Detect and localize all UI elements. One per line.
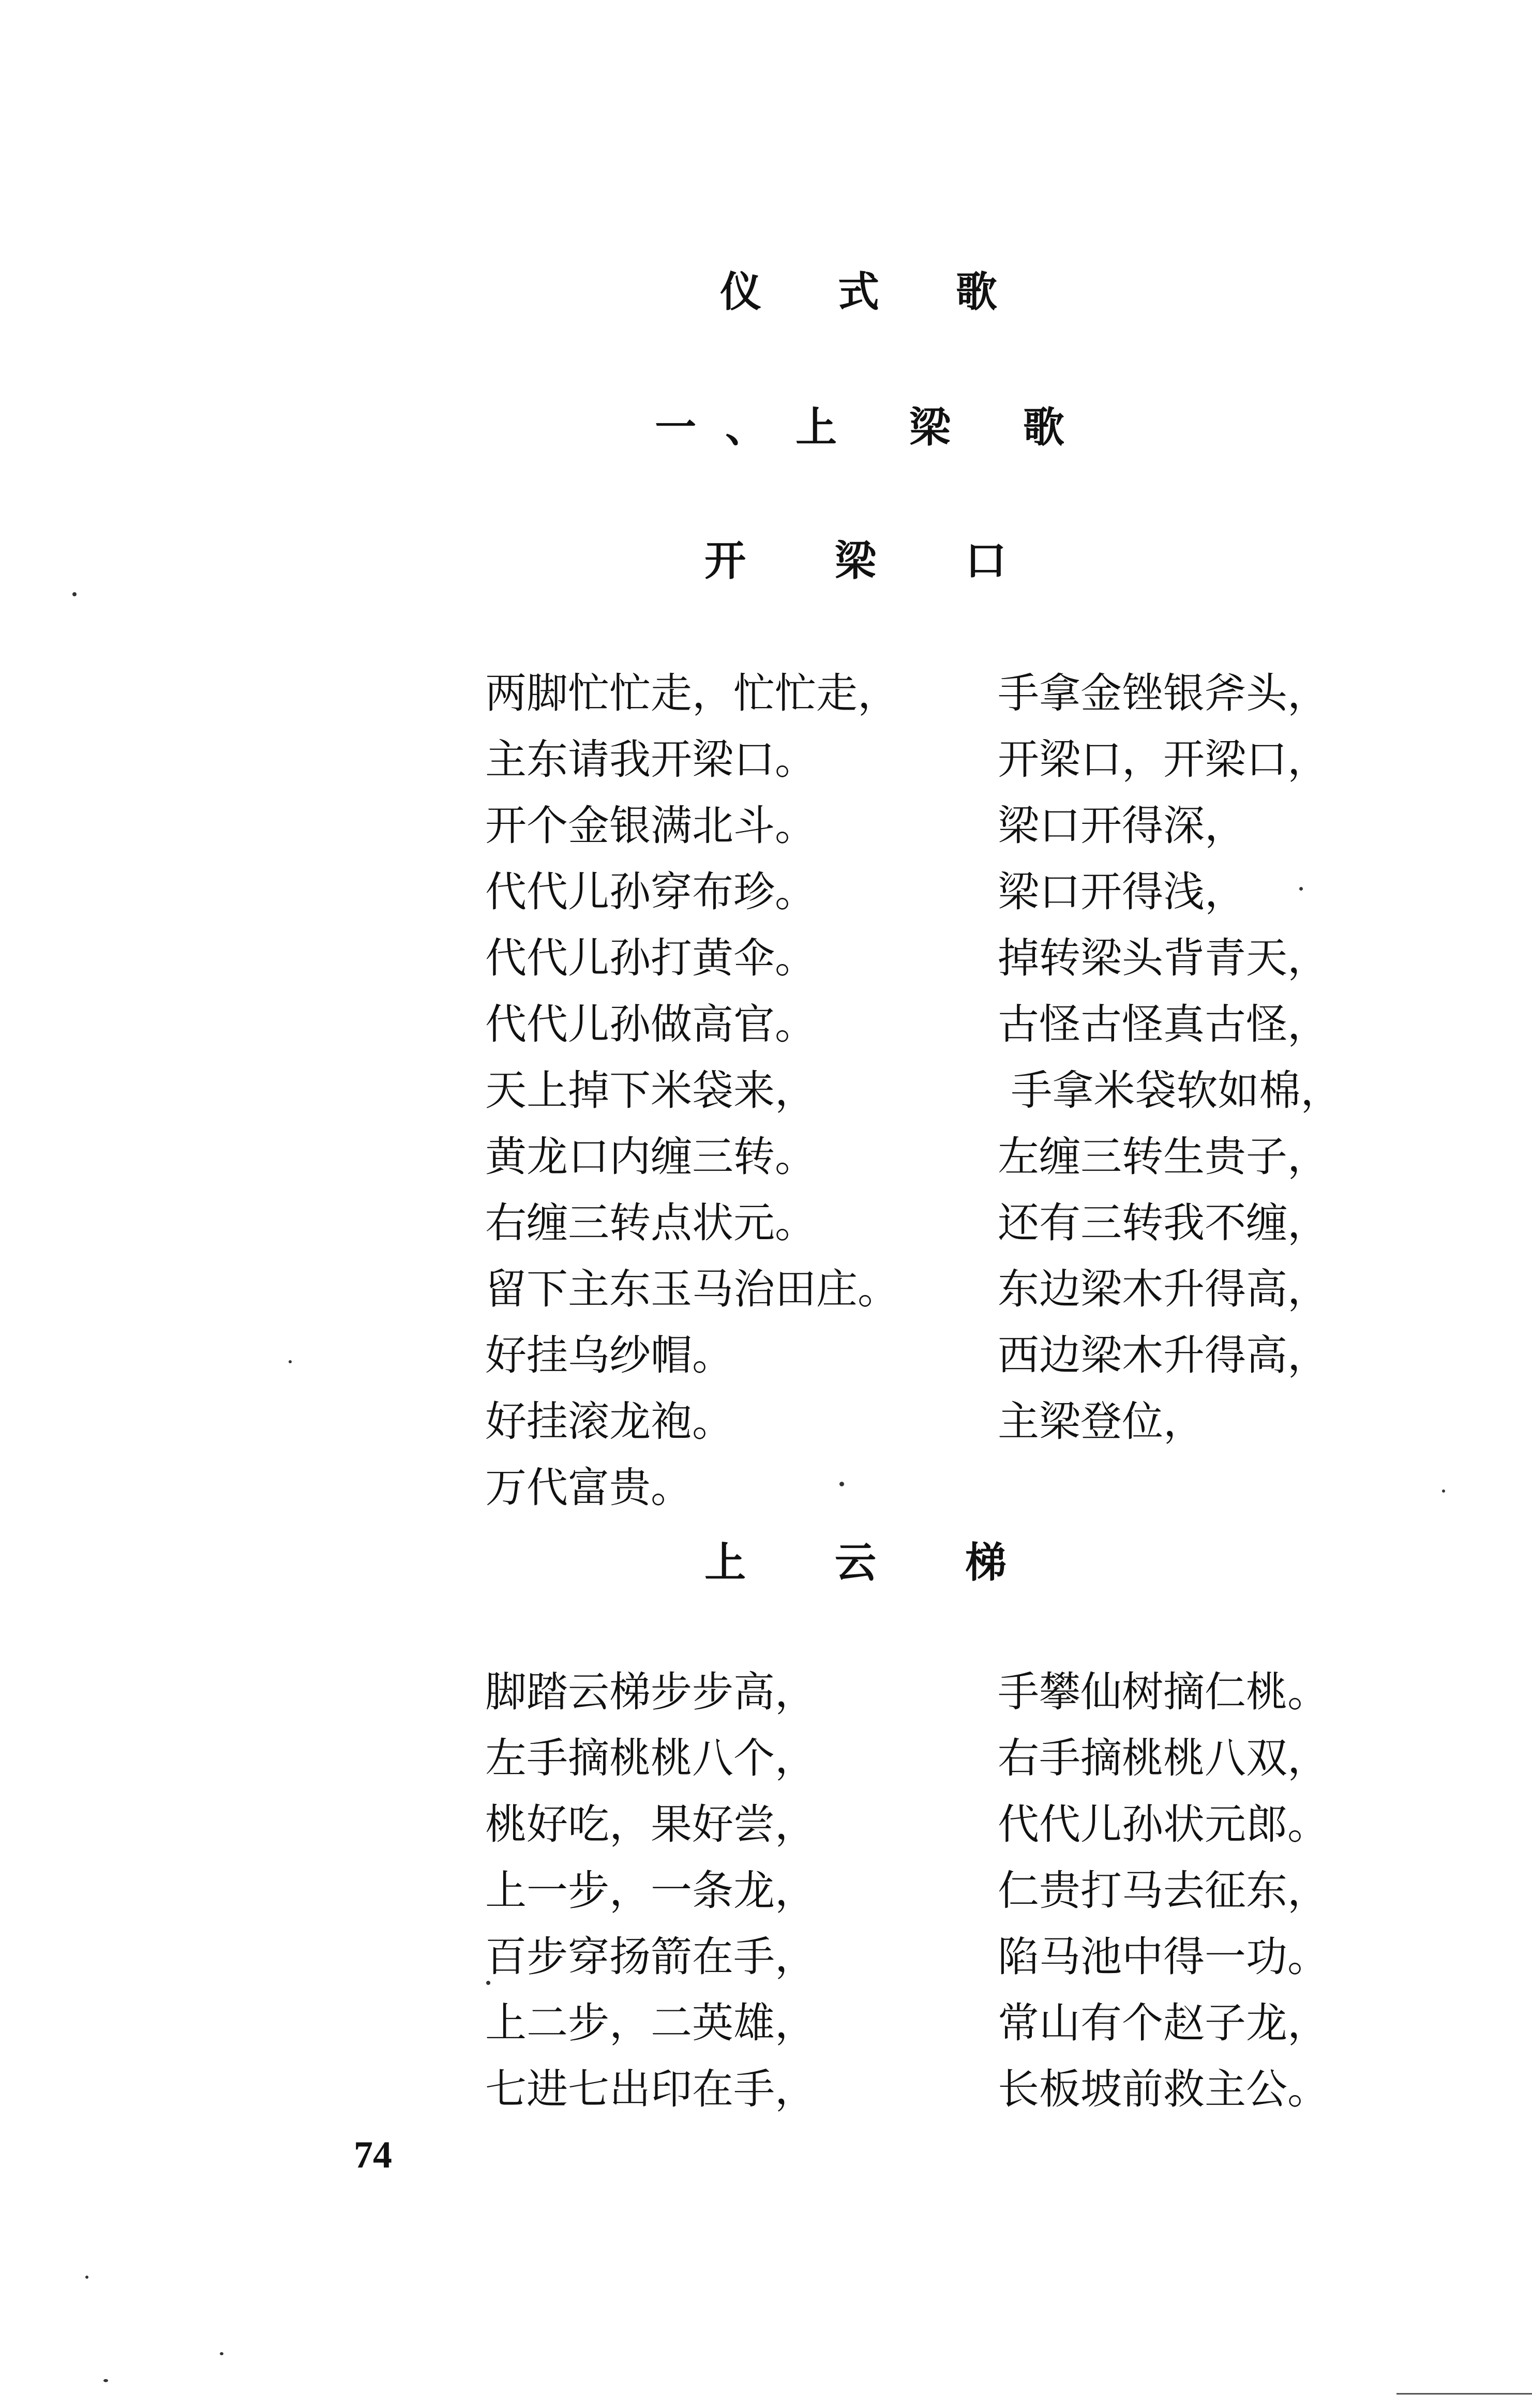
section-title: 仪 式 歌	[720, 268, 1028, 316]
verse-line: 上二步，二英雄，	[485, 1999, 816, 2047]
scan-speck	[839, 1482, 844, 1486]
verse-line: 陷马池中得一功。	[998, 1933, 1329, 1981]
verse-line: 代代儿孙做高官。	[485, 1000, 816, 1048]
verse-line: 手攀仙树摘仁桃。	[998, 1668, 1329, 1716]
verse-line: 常山有个赵子龙，	[998, 1999, 1329, 2047]
poem-right-column	[998, 1659, 1329, 2123]
verse-line: 开梁口，开梁口，	[998, 735, 1329, 784]
verse-line: 七进七出印在手，	[485, 2065, 816, 2113]
scan-speck	[85, 2276, 88, 2279]
verse-line: 梁口开得深，	[998, 802, 1246, 850]
verse-line: 手拿金锉银斧头，	[998, 669, 1329, 717]
verse-line: 天上掉下米袋来，	[485, 1066, 816, 1115]
verse-line: 留下主东玉马治田庄。	[485, 1265, 899, 1313]
verse-line: 还有三转我不缠，	[998, 1199, 1329, 1247]
verse-line: 两脚忙忙走，忙忙走，	[485, 669, 899, 717]
scan-speck	[1442, 1489, 1445, 1493]
verse-line: 左缠三转生贵子，	[998, 1133, 1329, 1181]
scan-speck	[289, 1360, 292, 1363]
verse-line: 桃好吃，果好尝，	[485, 1800, 816, 1848]
verse-line: 右手摘桃桃八双，	[998, 1734, 1329, 1782]
scan-speck	[486, 1981, 490, 1985]
verse-line: 掉转梁头背青天，	[998, 934, 1329, 982]
verse-line: 代代儿孙打黄伞。	[485, 934, 816, 982]
scan-speck	[72, 592, 77, 596]
scan-edge-line	[1396, 2393, 1532, 2395]
verse-line: 脚踏云梯步步高，	[485, 1668, 816, 1716]
page-number: 74	[354, 2134, 392, 2176]
verse-line: 百步穿扬箭在手，	[485, 1933, 816, 1981]
verse-line: 代代儿孙穿布珍。	[485, 868, 816, 916]
subsection-title: 一、上 梁 歌	[655, 403, 1093, 452]
verse-line: 好挂乌纱帽。	[485, 1331, 733, 1379]
verse-line: 古怪古怪真古怪，	[998, 1000, 1329, 1048]
poem-left-column	[485, 660, 899, 1521]
verse-line: 主东请我开梁口。	[485, 735, 816, 784]
verse-line: 东边梁木升得高，	[998, 1265, 1329, 1313]
verse-line: 主梁登位，	[998, 1397, 1205, 1446]
verse-line: 好挂滚龙袍。	[485, 1397, 733, 1446]
verse-line: 上一步，一条龙，	[485, 1867, 816, 1915]
verse-line: 右缠三转点状元。	[485, 1199, 816, 1247]
verse-line: 黄龙口内缠三转。	[485, 1133, 816, 1181]
verse-line: 仁贵打马去征东，	[998, 1867, 1329, 1915]
scan-speck	[1299, 887, 1303, 891]
verse-line: 手拿米袋软如棉，	[998, 1066, 1342, 1115]
verse-line: 西边梁木升得高，	[998, 1331, 1329, 1379]
poem-title: 上 云 梯	[704, 1539, 1044, 1587]
scan-speck	[103, 2379, 108, 2382]
poem-right-column	[998, 660, 1342, 1455]
poem-title: 开 梁 口	[704, 537, 1044, 585]
poem-left-column	[485, 1659, 816, 2123]
verse-line: 开个金银满北斗。	[485, 802, 816, 850]
verse-line: 代代儿孙状元郎。	[998, 1800, 1329, 1848]
scan-speck	[220, 2352, 223, 2355]
verse-line: 左手摘桃桃八个，	[485, 1734, 816, 1782]
verse-line: 梁口开得浅，	[998, 868, 1246, 916]
verse-line: 万代富贵。	[485, 1464, 692, 1512]
verse-line: 长板坡前救主公。	[998, 2065, 1329, 2113]
